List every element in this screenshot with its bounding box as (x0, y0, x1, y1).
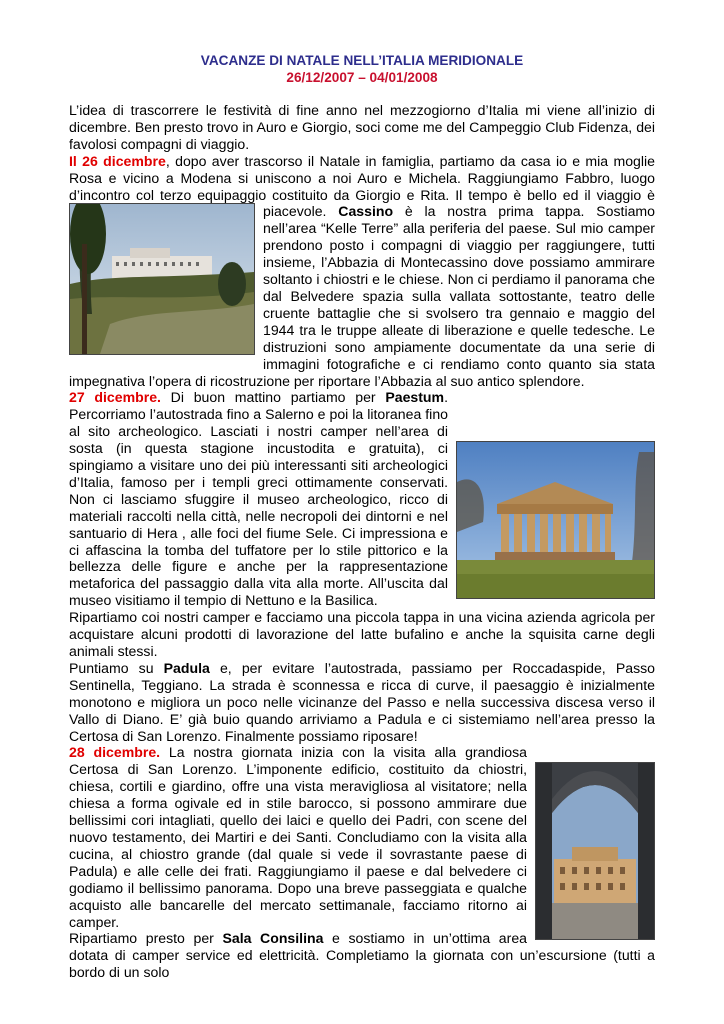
document-dates: 26/12/2007 – 04/01/2008 (286, 70, 438, 85)
day-27-paragraph: 27 dicembre. Di buon mattino partiamo per Paestum . Percorriamo l’autostrada fino a Salerno e poi la litoranea fino al sito archeologico. Lasciati i nostri camper nell’area di sosta (in questa stagione incustodita e gratuita), ci spingiamo a visitare uno dei più interessanti siti archeologici d’Italia, famoso per i templi greci ottimamente conservati. Non ci lasciamo sfuggire il museo archeologico, ricco di materiali raccolti nella città, nelle necropoli dei dintorni e nel santuario di Hera , alle foci del fiume Sele. Ci impressiona e ci affascina la tomba del tuffatore per lo stile pittorico e la bellezza delle figure e anche per la rappresentazione metaforica del passaggio dalla vita alla morte. All’uscita dal museo visitiamo il tempio di Nettuno e la Basilica. (69, 389, 655, 609)
day-26-paragraph: Il 26 dicembre, dopo aver trascorso il Natale in famiglia, partiamo da casa io e mia moglie Rosa e vicino a Modena si uniscono a noi Auro e Michela. Raggiungiamo Fabbro, luogo d’incontro col terzo equipaggio costituito da Giorgio e Rita. Il tempo è bello ed il viaggio è piacevole. Cassino è la nostra prima tappa. Sostiamo nell’area “Kelle Terre” alla periferia del paese. Sul mio camper prendono posto i compagni di viaggio per raggiungere, tutti insieme, l’Abbazia di Montecassino dove possiamo ammirare soltanto i chiostri e le chiese. Non ci perdiamo il panorama che dal Belvedere spazia sulla vallata sottostante, teatro delle cruente battaglie che si svolsero tra gennaio e maggio del 1944 tra le truppe alleate di liberazione e quelle tedesche. Le distruzioni sono ampiamente documentate da una serie di immagini fotografiche e ci rendiamo conto quanto sia stata impegnativa l’opera di ricostruzione per riportare l’Abbazia al suo antico splendore. (69, 152, 655, 389)
certosa-padula-photo (535, 762, 655, 940)
paestum-place: Paestum (385, 389, 445, 406)
day-28-date: 28 dicembre. (69, 744, 161, 761)
day-26-date: Il 26 dicembre (69, 152, 166, 169)
document-page (69, 52, 655, 981)
day-28-paragraph-2: Ripartiamo presto per Sala Consilina e sostiamo in un’ottima area dotata di camper service ed elettricità. Completiamo la giornata con un’escursione (tutti a bordo di un solo (69, 930, 655, 981)
paestum-temple-photo (456, 441, 655, 599)
day-27-date: 27 dicembre. (69, 389, 161, 406)
day-28-paragraph: 28 dicembre. La nostra giornata inizia con la visita alla grandiosa Certosa di San Lorenzo. L’imponente edificio, costituito da chiostri, chiesa, cortili e giardino, offre una vista meravigliosa al visitatore; nella chiesa a forma ogivale ed in stile barocco, si possono ammirare due bellissimi cori intagliati, quello dei laici e quello dei Padri, con scene del nuovo testamento, dei Martiri e dei Santi. Concludiamo con la visita alla cucina, al chiostro grande (dal quale si vede il sovrastante paese di Padula) e alle celle dei frati. Raggiungiamo il paese e dal belvedere ci godiamo il bellissimo panorama. Dopo una breve passeggiata e qualche acquisto alle bancarelle del mercato settimanale, facciamo ritorno ai camper. (69, 744, 655, 930)
padula-place: Padula (163, 659, 210, 676)
intro-paragraph: L’idea di trascorrere le festività di fine anno nel mezzogiorno d’Italia mi viene all’inizio di dicembre. Ben presto trovo in Auro e Giorgio, soci come me del Campeggio Club Fidenza, dei favolosi compagni di viaggio. (69, 102, 655, 152)
day-27-paragraph-2: Ripartiamo coi nostri camper e facciamo una piccola tappa in una vicina azienda agricola per acquistare alcuni prodotti di lavorazione del latte bufalino e anche la squisita carne degli animali stessi. (69, 609, 655, 659)
cassino-place: Cassino (338, 203, 394, 220)
sala-consilina-place: Sala Consilina (222, 930, 324, 947)
day-27-paragraph-3: Puntiamo su Padula e, per evitare l’autostrada, passiamo per Roccadaspide, Passo Sentinella, Teggiano. La strada è sconnessa e ricca di curve, il paesaggio è inizialmente monotono e migliora un poco nelle vicinanze del Passo e nella successiva discesa verso il Vallo di Diano. E’ già buio quando arriviamo a Padula e ci sistemiamo nell’area presso la Certosa di San Lorenzo. Finalmente possiamo riposare! (69, 659, 655, 744)
document-title: VACANZE DI NATALE NELL’ITALIA MERIDIONALE (200, 53, 524, 68)
montecassino-photo (69, 203, 255, 355)
